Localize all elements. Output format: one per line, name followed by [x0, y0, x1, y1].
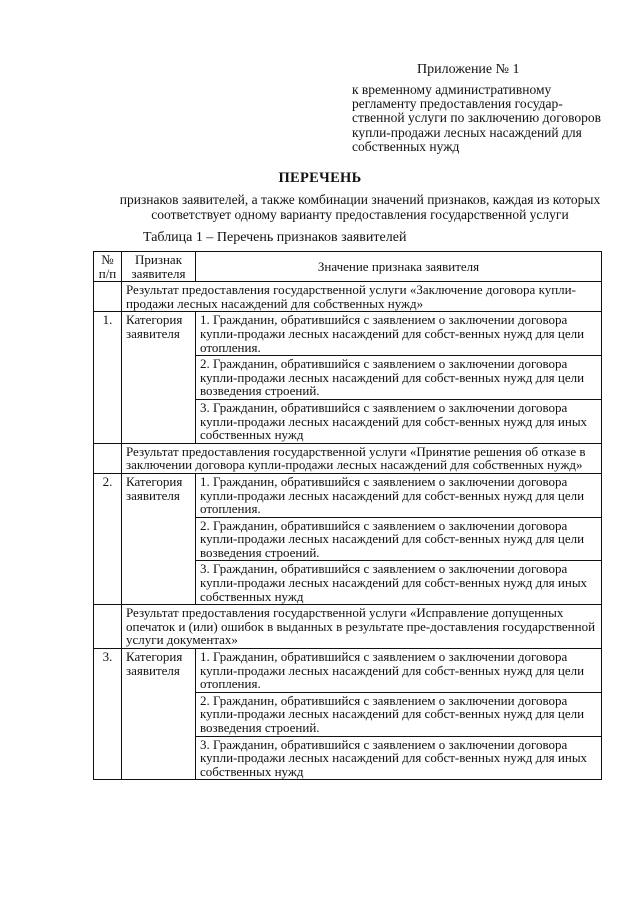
document-title: ПЕРЕЧЕНЬ	[278, 170, 362, 186]
table-row-result	[94, 443, 602, 473]
applicant-attributes-table	[93, 251, 602, 780]
appendix-title: Приложение № 1	[417, 62, 520, 77]
table-header-row	[94, 252, 602, 282]
row-number: 1.	[94, 312, 122, 443]
table-row	[94, 312, 602, 356]
header-attribute: Признак заявителя	[122, 252, 196, 282]
empty-cell	[94, 282, 122, 312]
empty-cell	[94, 605, 122, 649]
option-cell: 3. Гражданин, обратившийся с заявлением о заключении договора купли-продажи лесных насаждений для собст-венных нужд для иных собственных нужд	[196, 736, 602, 780]
category-cell: Категория заявителя	[122, 649, 196, 780]
table-row-result	[94, 605, 602, 649]
result-cell: Результат предоставления государственной услуги «Исправление допущенных опечаток и (или) ошибок в выданных в результате пре-доставления государственной услуги документах»	[122, 605, 602, 649]
table-row	[94, 649, 602, 693]
option-cell: 3. Гражданин, обратившийся с заявлением о заключении договора купли-продажи лесных насаждений для собст-венных нужд для иных собственных нужд	[196, 399, 602, 443]
document-subtitle: признаков заявителей, а также комбинации значений признаков, каждая из которых соответствует одному варианту предоставления государственной услуги	[119, 192, 601, 222]
result-cell: Результат предоставления государственной услуги «Принятие решения об отказе в заключении договора купли-продажи лесных насаждений для собственных нужд»	[122, 443, 602, 473]
appendix-subtitle: к временному административному регламенту предоставления государ-ственной услуги по заключению договоров купли-продажи лесных насаждений для собственных нужд	[352, 82, 602, 154]
option-cell: 2. Гражданин, обратившийся с заявлением о заключении договора купли-продажи лесных насаждений для собст-венных нужд для цели возведения строений.	[196, 517, 602, 561]
option-cell: 1. Гражданин, обратившийся с заявлением о заключении договора купли-продажи лесных насаждений для собст-венных нужд для цели отопления.	[196, 473, 602, 517]
header-num: № п/п	[94, 252, 122, 282]
row-number: 2.	[94, 473, 122, 604]
option-cell: 1. Гражданин, обратившийся с заявлением о заключении договора купли-продажи лесных насаждений для собст-венных нужд для цели отопления.	[196, 649, 602, 693]
option-cell: 2. Гражданин, обратившийся с заявлением о заключении договора купли-продажи лесных насаждений для собст-венных нужд для цели возведения строений.	[196, 692, 602, 736]
empty-cell	[94, 443, 122, 473]
category-cell: Категория заявителя	[122, 473, 196, 604]
header-value: Значение признака заявителя	[196, 252, 602, 282]
option-cell: 3. Гражданин, обратившийся с заявлением о заключении договора купли-продажи лесных насаждений для собст-венных нужд для иных собственных нужд	[196, 561, 602, 605]
table-caption: Таблица 1 – Перечень признаков заявителей	[143, 230, 407, 245]
option-cell: 2. Гражданин, обратившийся с заявлением о заключении договора купли-продажи лесных насаждений для собст-венных нужд для цели возведения строений.	[196, 356, 602, 400]
category-cell: Категория заявителя	[122, 312, 196, 443]
result-cell: Результат предоставления государственной услуги «Заключение договора купли-продажи лесных насаждений для собственных нужд»	[122, 282, 602, 312]
table-row	[94, 473, 602, 517]
table-row-result	[94, 282, 602, 312]
option-cell: 1. Гражданин, обратившийся с заявлением о заключении договора купли-продажи лесных насаждений для собст-венных нужд для цели отопления.	[196, 312, 602, 356]
row-number: 3.	[94, 649, 122, 780]
